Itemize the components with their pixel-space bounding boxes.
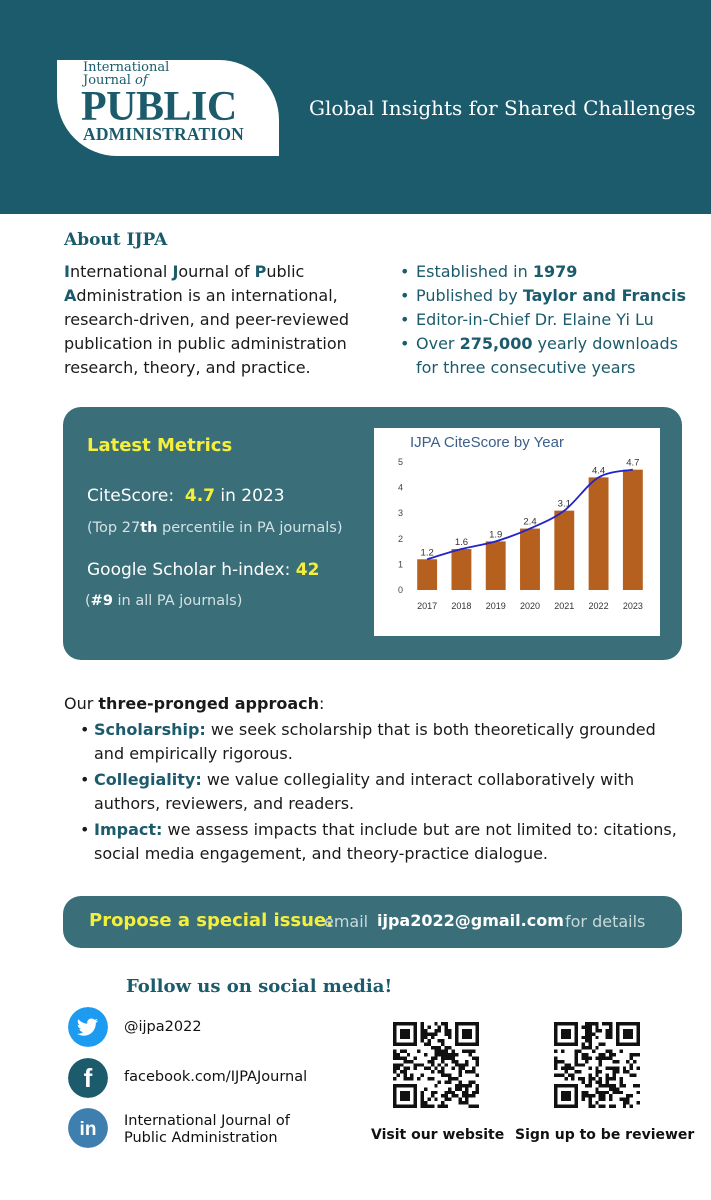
linkedin-link[interactable]: International Journal of Public Administration <box>124 1113 290 1146</box>
x-tick-label: 2018 <box>451 601 472 611</box>
x-tick-label: 2020 <box>519 601 541 611</box>
citescore-value: 4.7 <box>184 486 215 506</box>
bar-2021 <box>554 511 574 590</box>
logo-line-2: Journal of <box>83 73 148 88</box>
linkedin-icon[interactable] <box>68 1108 108 1148</box>
x-tick-label: 2021 <box>554 601 575 611</box>
bar-2019 <box>486 541 506 590</box>
propose-label: Propose a special issue: <box>89 910 334 931</box>
twitter-handle[interactable]: @ijpa2022 <box>124 1019 202 1035</box>
citescore-chart <box>374 428 660 636</box>
bar-value-label: 1.9 <box>489 529 503 541</box>
bar-value-label: 1.2 <box>420 547 434 559</box>
y-tick-label: 3 <box>398 508 404 519</box>
metrics-title: Latest Metrics <box>87 435 233 456</box>
bar-2022 <box>589 477 609 590</box>
reviewer-qr-caption: Sign up to be reviewer <box>515 1127 695 1143</box>
logo-line-4: ADMINISTRATION <box>83 124 244 144</box>
about-description: International Journal of Public Administration is an international, research-driven, and peer-reviewed publication in public administration research, theory, and practice. <box>64 262 350 377</box>
bar-value-label: 3.1 <box>557 498 571 510</box>
hindex-line: Google Scholar h-index: 42 <box>87 560 320 580</box>
x-tick-label: 2017 <box>417 601 438 611</box>
reviewer-qr-code[interactable] <box>554 1022 640 1108</box>
svg-text:f: f <box>83 1063 93 1093</box>
y-tick-label: 4 <box>398 482 404 493</box>
metrics-panel <box>63 407 682 660</box>
x-tick-label: 2022 <box>588 601 609 611</box>
hindex-value: 42 <box>295 560 320 580</box>
bar-value-label: 1.6 <box>454 537 469 549</box>
details-text: for details <box>565 912 646 931</box>
bar-2020 <box>520 529 540 590</box>
y-tick-label: 1 <box>398 559 404 570</box>
email-word: email <box>324 912 369 931</box>
email-link[interactable]: ijpa2022@gmail.com <box>377 911 564 930</box>
twitter-icon[interactable] <box>68 1007 108 1047</box>
approach-list <box>64 718 684 866</box>
fact-downloads: • Over 275,000 yearly downloads for three consecutive years <box>400 332 700 380</box>
about-heading: About IJPA <box>64 230 168 250</box>
y-tick-label: 0 <box>398 585 404 595</box>
facebook-link[interactable]: facebook.com/IJPAJournal <box>124 1069 308 1085</box>
approach-section <box>64 692 684 868</box>
approach-item-collegiality: • Collegiality: we value collegiality and interact collaboratively with authors, reviewers, and readers. <box>94 768 684 816</box>
citescore-percentile: (Top 27th percentile in PA journals) <box>87 520 343 536</box>
bar-value-label: 2.4 <box>523 516 537 528</box>
bar-2018 <box>451 549 471 590</box>
fact-publisher: • Published by Taylor and Francis <box>400 284 700 308</box>
logo-line-1: International <box>83 60 170 75</box>
bar-value-label: 4.7 <box>626 457 640 469</box>
x-tick-label: 2019 <box>485 601 506 611</box>
chart-title: IJPA CiteScore by Year <box>410 434 564 451</box>
logo-line-3: PUBLIC <box>81 84 237 130</box>
y-tick-label: 2 <box>398 533 404 544</box>
approach-item-scholarship: • Scholarship: we seek scholarship that is both theoretically grounded and empirically rigorous. <box>94 718 684 766</box>
bar-2023 <box>623 470 643 590</box>
fact-editor: • Editor-in-Chief Dr. Elaine Yi Lu <box>400 308 700 332</box>
facts-list <box>400 260 700 380</box>
header-banner <box>0 0 711 214</box>
journal-logo[interactable] <box>57 60 279 156</box>
approach-item-impact: • Impact: we assess impacts that include but are not limited to: citations, social media engagement, and theory-practice dialogue. <box>94 818 684 866</box>
y-tick-label: 5 <box>398 457 404 467</box>
website-qr-caption: Visit our website <box>371 1127 505 1143</box>
hindex-rank: (#9 in all PA journals) <box>85 593 243 609</box>
citescore-chart-svg <box>374 428 660 636</box>
social-heading: Follow us on social media! <box>126 976 393 997</box>
bar-value-label: 4.4 <box>591 465 606 477</box>
website-qr-code[interactable] <box>393 1022 479 1108</box>
x-tick-label: 2023 <box>622 601 643 611</box>
fact-established: • Established in 1979 <box>400 260 700 284</box>
citescore-line: CiteScore: 4.7 in 2023 <box>87 486 285 506</box>
svg-text:in: in <box>79 1119 97 1140</box>
tagline: Global Insights for Shared Challenges <box>309 96 696 120</box>
propose-banner <box>63 896 682 948</box>
bar-2017 <box>417 559 437 590</box>
approach-intro: Our three-pronged approach: <box>64 694 325 713</box>
facebook-icon[interactable] <box>68 1058 108 1098</box>
